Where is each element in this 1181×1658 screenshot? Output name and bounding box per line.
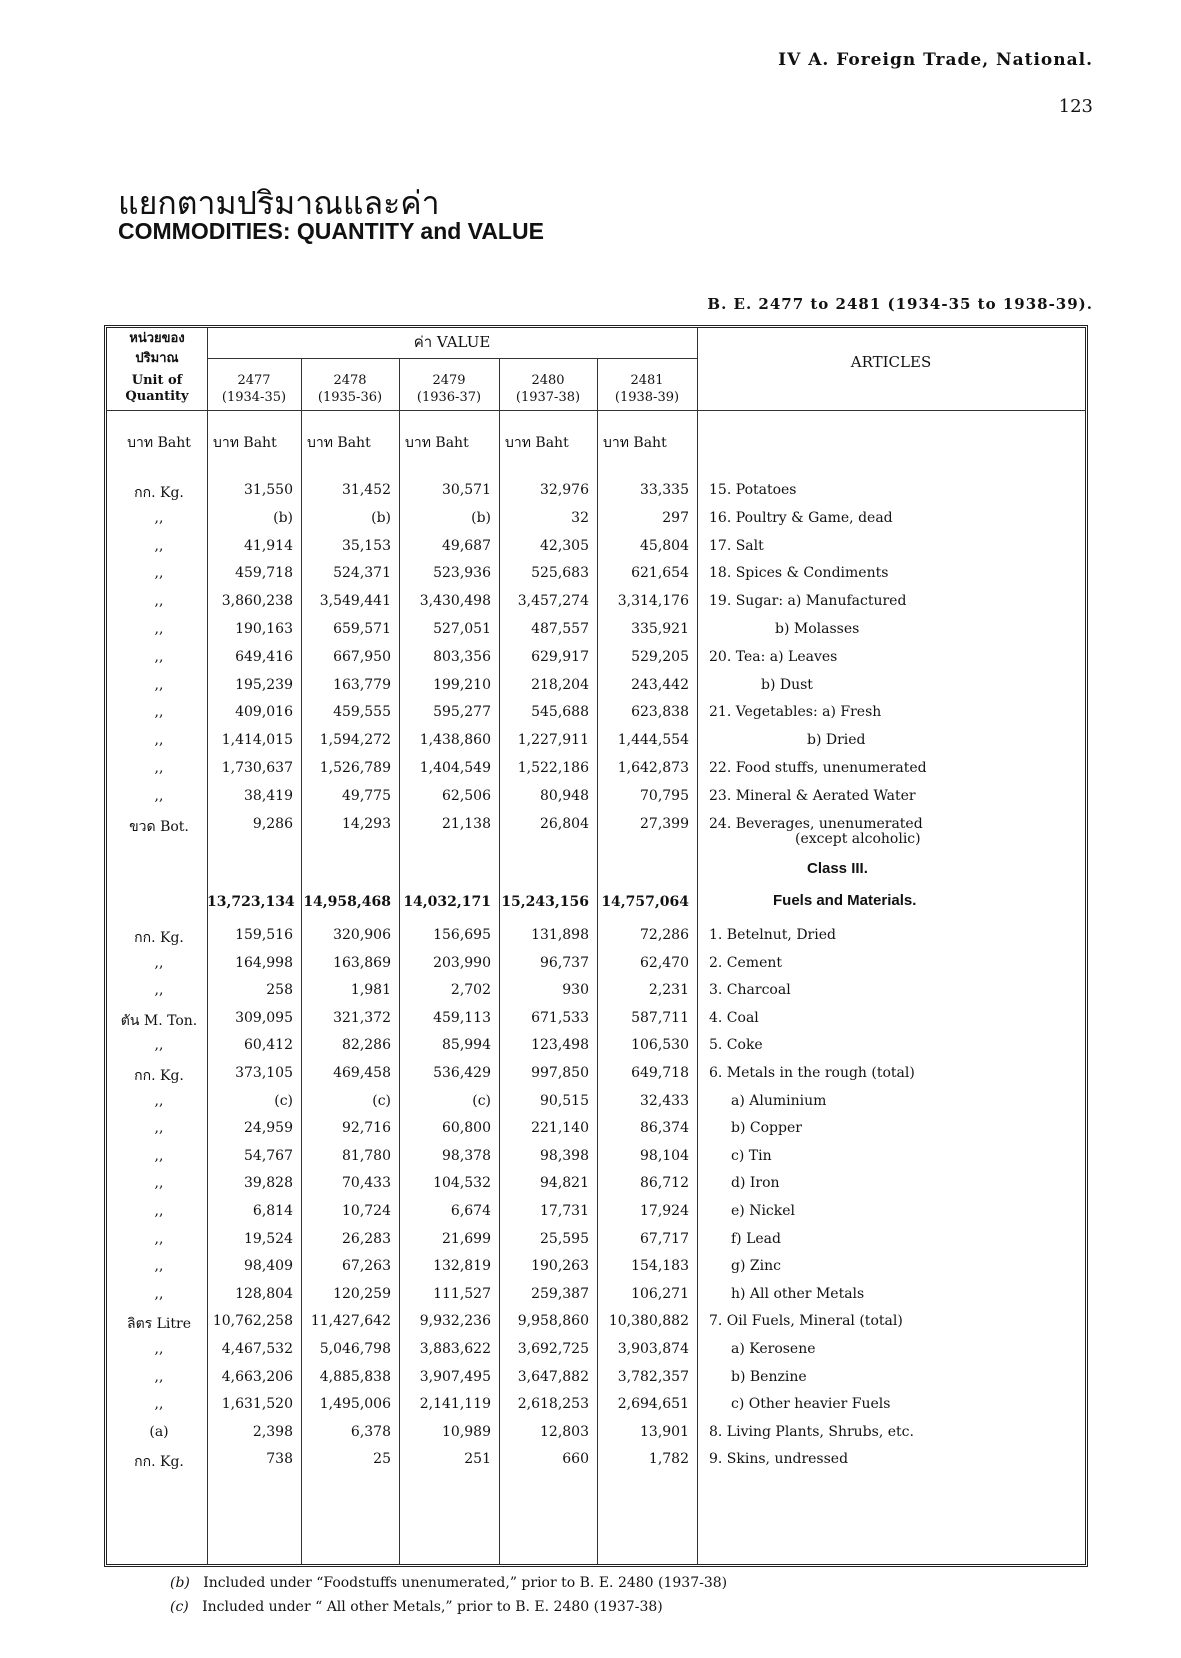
value-cell: 487,557: [531, 621, 589, 637]
article-label: 6. Metals in the rough (total): [709, 1065, 915, 1081]
value-cell: 4,467,532: [221, 1341, 293, 1357]
unit-cell: ,,: [154, 760, 164, 776]
value-cell: 128,804: [235, 1286, 293, 1302]
value-cell: 243,442: [631, 677, 689, 693]
article-label: 1. Betelnut, Dried: [709, 927, 836, 943]
value-cell: 409,016: [235, 704, 293, 720]
value-cell: 3,430,498: [419, 593, 491, 609]
article-label: a) Kerosene: [731, 1341, 816, 1357]
year-ce: (1936-37): [416, 390, 482, 405]
value-cell: 72,286: [640, 927, 689, 943]
total-cell: 14,757,064: [601, 894, 689, 910]
value-cell: 62,470: [640, 955, 689, 971]
value-cell: 1,444,554: [617, 732, 689, 748]
value-cell: 17,731: [540, 1203, 589, 1219]
value-cell: 524,371: [333, 565, 391, 581]
value-cell: 2,702: [450, 982, 491, 998]
unit-cell: ,,: [154, 565, 164, 581]
value-cell: 2,618,253: [517, 1396, 589, 1412]
unit-cell: กก. Kg.: [134, 1454, 184, 1470]
unit-cell: ,,: [154, 649, 164, 665]
value-cell: 1,414,015: [221, 732, 293, 748]
unit-cell: ,,: [154, 538, 164, 554]
value-cell: 54,767: [244, 1148, 293, 1164]
class-heading: Class III.: [807, 860, 868, 877]
value-cell: 21,138: [442, 816, 491, 832]
value-cell: 67,717: [640, 1231, 689, 1247]
value-cell: 70,433: [342, 1175, 391, 1191]
unit-header-thai-1: หน่วยของ: [129, 331, 185, 346]
value-cell: 98,378: [442, 1148, 491, 1164]
value-cell: 218,204: [531, 677, 589, 693]
unit-header-thai-2: ปริมาณ: [135, 351, 179, 366]
value-cell: 1,594,272: [319, 732, 391, 748]
total-cell: 14,958,468: [303, 894, 391, 910]
unit-cell: ,,: [154, 1037, 164, 1053]
value-cell: 527,051: [433, 621, 491, 637]
article-label: b) Molasses: [775, 621, 860, 637]
value-cell: 132,819: [433, 1258, 491, 1274]
thai-title: แยกตามปริมาณและค่า: [118, 184, 440, 222]
value-cell: (c): [372, 1093, 391, 1109]
value-cell: 131,898: [531, 927, 589, 943]
currency-label: บาท Baht: [213, 435, 277, 451]
value-cell: 3,549,441: [319, 593, 391, 609]
value-cell: 60,412: [244, 1037, 293, 1053]
article-label: 3. Charcoal: [709, 982, 791, 998]
total-cell: 13,723,134: [207, 894, 295, 910]
value-cell: (c): [472, 1093, 491, 1109]
article-label: 8. Living Plants, Shrubs, etc.: [709, 1424, 914, 1440]
articles-header: ARTICLES: [850, 353, 932, 371]
value-cell: 621,654: [631, 565, 689, 581]
value-cell: 33,335: [640, 482, 689, 498]
value-cell: 86,712: [640, 1175, 689, 1191]
value-cell: 38,419: [244, 788, 293, 804]
value-cell: 26,283: [342, 1231, 391, 1247]
unit-cell: ,,: [154, 593, 164, 609]
value-cell: 195,239: [235, 677, 293, 693]
value-cell: 81,780: [342, 1148, 391, 1164]
unit-cell: ,,: [154, 1258, 164, 1274]
footnote-mark: (b): [170, 1575, 190, 1591]
unit-cell: กก. Kg.: [134, 930, 184, 946]
header-rule: [107, 410, 1085, 411]
article-label: 19. Sugar: a) Manufactured: [709, 593, 907, 609]
year-header: [597, 372, 697, 406]
value-cell: 25,595: [540, 1231, 589, 1247]
value-cell: 199,210: [433, 677, 491, 693]
value-cell: 1,730,637: [221, 760, 293, 776]
value-cell: 459,113: [433, 1010, 491, 1026]
footnote-text: Included under “ All other Metals,” prior to B. E. 2480 (1937-38): [202, 1599, 663, 1615]
article-label: b) Copper: [731, 1120, 802, 1136]
year-ce: (1935-36): [317, 390, 383, 405]
value-cell: 42,305: [540, 538, 589, 554]
value-cell: 111,527: [433, 1286, 491, 1302]
unit-cell: ,,: [154, 1120, 164, 1136]
value-cell: 3,457,274: [517, 593, 589, 609]
value-cell: 190,263: [531, 1258, 589, 1274]
article-label: g) Zinc: [731, 1258, 781, 1274]
unit-cell: กก. Kg.: [134, 485, 184, 501]
value-cell: 31,550: [244, 482, 293, 498]
trade-table: [104, 325, 1088, 1567]
value-cell: 10,762,258: [212, 1313, 293, 1329]
value-cell: 80,948: [540, 788, 589, 804]
value-cell: 10,724: [342, 1203, 391, 1219]
article-label: 16. Poultry & Game, dead: [709, 510, 893, 526]
value-cell: 3,692,725: [517, 1341, 589, 1357]
value-cell: 21,699: [442, 1231, 491, 1247]
value-cell: 9,286: [252, 816, 293, 832]
value-cell: 156,695: [433, 927, 491, 943]
value-cell: 25: [373, 1451, 391, 1467]
article-label: 23. Mineral & Aerated Water: [709, 788, 916, 804]
value-cell: 10,989: [442, 1424, 491, 1440]
value-cell: 62,506: [442, 788, 491, 804]
value-cell: 469,458: [333, 1065, 391, 1081]
value-cell: 373,105: [235, 1065, 293, 1081]
value-cell: (b): [471, 510, 491, 526]
header-rule: [207, 358, 697, 359]
value-cell: 6,814: [252, 1203, 293, 1219]
value-cell: 587,711: [631, 1010, 689, 1026]
year-header: [207, 372, 301, 406]
unit-header-en-1: Unit of: [131, 373, 183, 388]
value-cell: 545,688: [531, 704, 589, 720]
value-cell: 3,647,882: [517, 1369, 589, 1385]
value-cell: 251: [464, 1451, 491, 1467]
value-cell: (b): [371, 510, 391, 526]
value-cell: 4,885,838: [319, 1369, 391, 1385]
unit-cell: ,,: [154, 1396, 164, 1412]
value-cell: 649,718: [631, 1065, 689, 1081]
page-title: COMMODITIES: QUANTITY and VALUE: [118, 218, 544, 244]
value-cell: 2,694,651: [617, 1396, 689, 1412]
value-cell: 629,917: [531, 649, 589, 665]
year-be: 2477: [237, 373, 271, 388]
value-cell: 98,409: [244, 1258, 293, 1274]
value-cell: 320,906: [333, 927, 391, 943]
value-cell: 803,356: [433, 649, 491, 665]
value-cell: 32,433: [640, 1093, 689, 1109]
article-label: 7. Oil Fuels, Mineral (total): [709, 1313, 903, 1329]
value-cell: 1,642,873: [617, 760, 689, 776]
unit-cell: ,,: [154, 982, 164, 998]
value-cell: 94,821: [540, 1175, 589, 1191]
year-be: 2480: [531, 373, 565, 388]
currency-label: บาท Baht: [307, 435, 371, 451]
value-cell: 32,976: [540, 482, 589, 498]
value-cell: 297: [662, 510, 689, 526]
year-be: 2481: [630, 373, 664, 388]
value-cell: 2,398: [252, 1424, 293, 1440]
value-cell: 203,990: [433, 955, 491, 971]
value-cell: 4,663,206: [221, 1369, 293, 1385]
unit-cell: ,,: [154, 732, 164, 748]
article-label: 22. Food stuffs, unenumerated: [709, 760, 927, 776]
value-cell: 1,631,520: [221, 1396, 293, 1412]
article-label: b) Dust: [761, 677, 813, 693]
running-head: IV A. Foreign Trade, National.: [778, 50, 1093, 70]
period-label: B. E. 2477 to 2481 (1934-35 to 1938-39).: [707, 295, 1093, 313]
footnote-b: [170, 1575, 727, 1591]
value-cell: 2,141,119: [419, 1396, 491, 1412]
value-cell: 106,271: [631, 1286, 689, 1302]
value-cell: 19,524: [244, 1231, 293, 1247]
value-cell: 9,958,860: [517, 1313, 589, 1329]
value-cell: 3,883,622: [419, 1341, 491, 1357]
unit-cell: ,,: [154, 1148, 164, 1164]
unit-cell: ,,: [154, 1203, 164, 1219]
value-cell: 1,981: [350, 982, 391, 998]
article-label: 21. Vegetables: a) Fresh: [709, 704, 882, 720]
article-label: 17. Salt: [709, 538, 764, 554]
footnote-c: [170, 1599, 663, 1615]
value-cell: 595,277: [433, 704, 491, 720]
value-cell: 26,804: [540, 816, 589, 832]
unit-cell: ,,: [154, 1093, 164, 1109]
total-cell: 14,032,171: [403, 894, 491, 910]
article-label: 24. Beverages, unenumerated: [709, 816, 923, 832]
value-cell: 86,374: [640, 1120, 689, 1136]
article-label: f) Lead: [731, 1231, 781, 1247]
value-cell: 13,901: [640, 1424, 689, 1440]
value-cell: 82,286: [342, 1037, 391, 1053]
value-cell: 6,378: [350, 1424, 391, 1440]
value-cell: 1,495,006: [319, 1396, 391, 1412]
value-cell: 930: [562, 982, 589, 998]
value-cell: 1,522,186: [517, 760, 589, 776]
article-label: 18. Spices & Condiments: [709, 565, 889, 581]
value-cell: 9,932,236: [419, 1313, 491, 1329]
value-cell: 309,095: [235, 1010, 293, 1026]
value-cell: 106,530: [631, 1037, 689, 1053]
value-cell: 11,427,642: [310, 1313, 391, 1329]
article-label: 2. Cement: [709, 955, 783, 971]
article-label: e) Nickel: [731, 1203, 796, 1219]
value-cell: 98,398: [540, 1148, 589, 1164]
unit-cell: ขวด Bot.: [129, 819, 189, 835]
article-label: 9. Skins, undressed: [709, 1451, 849, 1467]
unit-cell: ตัน M. Ton.: [120, 1013, 198, 1029]
unit-cell: ,,: [154, 621, 164, 637]
value-cell: 27,399: [640, 816, 689, 832]
year-ce: (1938-39): [614, 390, 680, 405]
value-cell: 120,259: [333, 1286, 391, 1302]
value-cell: 536,429: [433, 1065, 491, 1081]
unit-cell: ,,: [154, 1231, 164, 1247]
value-cell: 154,183: [631, 1258, 689, 1274]
value-cell: 12,803: [540, 1424, 589, 1440]
value-cell: 459,718: [235, 565, 293, 581]
value-cell: 67,263: [342, 1258, 391, 1274]
value-cell: 1,404,549: [419, 760, 491, 776]
value-cell: 623,838: [631, 704, 689, 720]
value-cell: 32: [571, 510, 589, 526]
value-cell: 49,775: [342, 788, 391, 804]
unit-cell: บาท Baht: [127, 435, 191, 451]
article-label: 15. Potatoes: [709, 482, 797, 498]
value-cell: 523,936: [433, 565, 491, 581]
value-cell: 90,515: [540, 1093, 589, 1109]
value-cell: (c): [274, 1093, 293, 1109]
value-cell: 525,683: [531, 565, 589, 581]
value-cell: 30,571: [442, 482, 491, 498]
article-label: 20. Tea: a) Leaves: [709, 649, 838, 665]
value-cell: 659,571: [333, 621, 391, 637]
value-cell: 3,314,176: [617, 593, 689, 609]
year-header: [399, 372, 499, 406]
column-rule: [697, 328, 698, 1564]
value-cell: 41,914: [244, 538, 293, 554]
value-cell: 159,516: [235, 927, 293, 943]
value-cell: 259,387: [531, 1286, 589, 1302]
value-cell: 92,716: [342, 1120, 391, 1136]
value-cell: 163,779: [333, 677, 391, 693]
article-label: b) Dried: [807, 732, 866, 748]
value-cell: 258: [266, 982, 293, 998]
value-cell: 221,140: [531, 1120, 589, 1136]
value-cell: 70,795: [640, 788, 689, 804]
unit-header-en-2: Quantity: [125, 389, 189, 404]
value-cell: 10,380,882: [608, 1313, 689, 1329]
value-cell: 85,994: [442, 1037, 491, 1053]
value-cell: 98,104: [640, 1148, 689, 1164]
value-cell: 190,163: [235, 621, 293, 637]
unit-cell: ,,: [154, 677, 164, 693]
value-cell: 1,782: [648, 1451, 689, 1467]
value-cell: 1,438,860: [419, 732, 491, 748]
unit-cell: ,,: [154, 704, 164, 720]
value-cell: 39,828: [244, 1175, 293, 1191]
value-cell: 17,924: [640, 1203, 689, 1219]
article-label: c) Other heavier Fuels: [731, 1396, 891, 1412]
value-cell: 738: [266, 1451, 293, 1467]
value-cell: 1,227,911: [517, 732, 589, 748]
value-cell: 164,998: [235, 955, 293, 971]
value-cell: 163,869: [333, 955, 391, 971]
year-be: 2478: [333, 373, 367, 388]
article-label: 5. Coke: [709, 1037, 763, 1053]
unit-cell: (a): [149, 1424, 169, 1440]
value-cell: 459,555: [333, 704, 391, 720]
year-header: [499, 372, 597, 406]
value-cell: 3,907,495: [419, 1369, 491, 1385]
unit-cell: ,,: [154, 1175, 164, 1191]
value-cell: 3,860,238: [221, 593, 293, 609]
value-cell: 31,452: [342, 482, 391, 498]
value-cell: 667,950: [333, 649, 391, 665]
value-cell: 671,533: [531, 1010, 589, 1026]
value-cell: 5,046,798: [319, 1341, 391, 1357]
currency-label: บาท Baht: [405, 435, 469, 451]
value-cell: 60,800: [442, 1120, 491, 1136]
unit-cell: ,,: [154, 1341, 164, 1357]
class-subheading: Fuels and Materials.: [773, 892, 917, 909]
article-label: h) All other Metals: [731, 1286, 865, 1302]
value-cell: 14,293: [342, 816, 391, 832]
year-be: 2479: [432, 373, 466, 388]
footnote-text: Included under “Foodstuffs unenumerated,” prior to B. E. 2480 (1937-38): [203, 1575, 728, 1591]
value-cell: 24,959: [244, 1120, 293, 1136]
value-cell: 6,674: [450, 1203, 491, 1219]
value-cell: 1,526,789: [319, 760, 391, 776]
value-header: ค่า VALUE: [413, 333, 491, 351]
value-cell: 49,687: [442, 538, 491, 554]
value-cell: 104,532: [433, 1175, 491, 1191]
article-label: 4. Coal: [709, 1010, 759, 1026]
value-cell: 660: [562, 1451, 589, 1467]
year-ce: (1934-35): [221, 390, 287, 405]
value-cell: 3,903,874: [617, 1341, 689, 1357]
value-cell: 96,737: [540, 955, 589, 971]
value-cell: 2,231: [648, 982, 689, 998]
unit-cell: ,,: [154, 1369, 164, 1385]
value-cell: 35,153: [342, 538, 391, 554]
page-number: 123: [1058, 96, 1093, 117]
footnote-mark: (c): [170, 1599, 189, 1615]
unit-cell: ,,: [154, 510, 164, 526]
unit-cell: ,,: [154, 788, 164, 804]
value-cell: 123,498: [531, 1037, 589, 1053]
value-cell: 335,921: [631, 621, 689, 637]
year-ce: (1937-38): [515, 390, 581, 405]
year-header: [301, 372, 399, 406]
article-label: d) Iron: [731, 1175, 780, 1191]
value-cell: 649,416: [235, 649, 293, 665]
article-label: a) Aluminium: [731, 1093, 827, 1109]
unit-cell: ,,: [154, 1286, 164, 1302]
unit-cell: ,,: [154, 955, 164, 971]
currency-label: บาท Baht: [505, 435, 569, 451]
total-cell: 15,243,156: [501, 894, 589, 910]
article-label: b) Benzine: [731, 1369, 807, 1385]
value-cell: 3,782,357: [617, 1369, 689, 1385]
article-label-cont: (except alcoholic): [795, 831, 921, 847]
value-cell: 45,804: [640, 538, 689, 554]
currency-label: บาท Baht: [603, 435, 667, 451]
value-cell: 997,850: [531, 1065, 589, 1081]
value-cell: (b): [273, 510, 293, 526]
value-cell: 529,205: [631, 649, 689, 665]
value-cell: 321,372: [333, 1010, 391, 1026]
unit-cell: กก. Kg.: [134, 1068, 184, 1084]
unit-cell: ลิตร Litre: [126, 1316, 192, 1332]
article-label: c) Tin: [731, 1148, 772, 1164]
